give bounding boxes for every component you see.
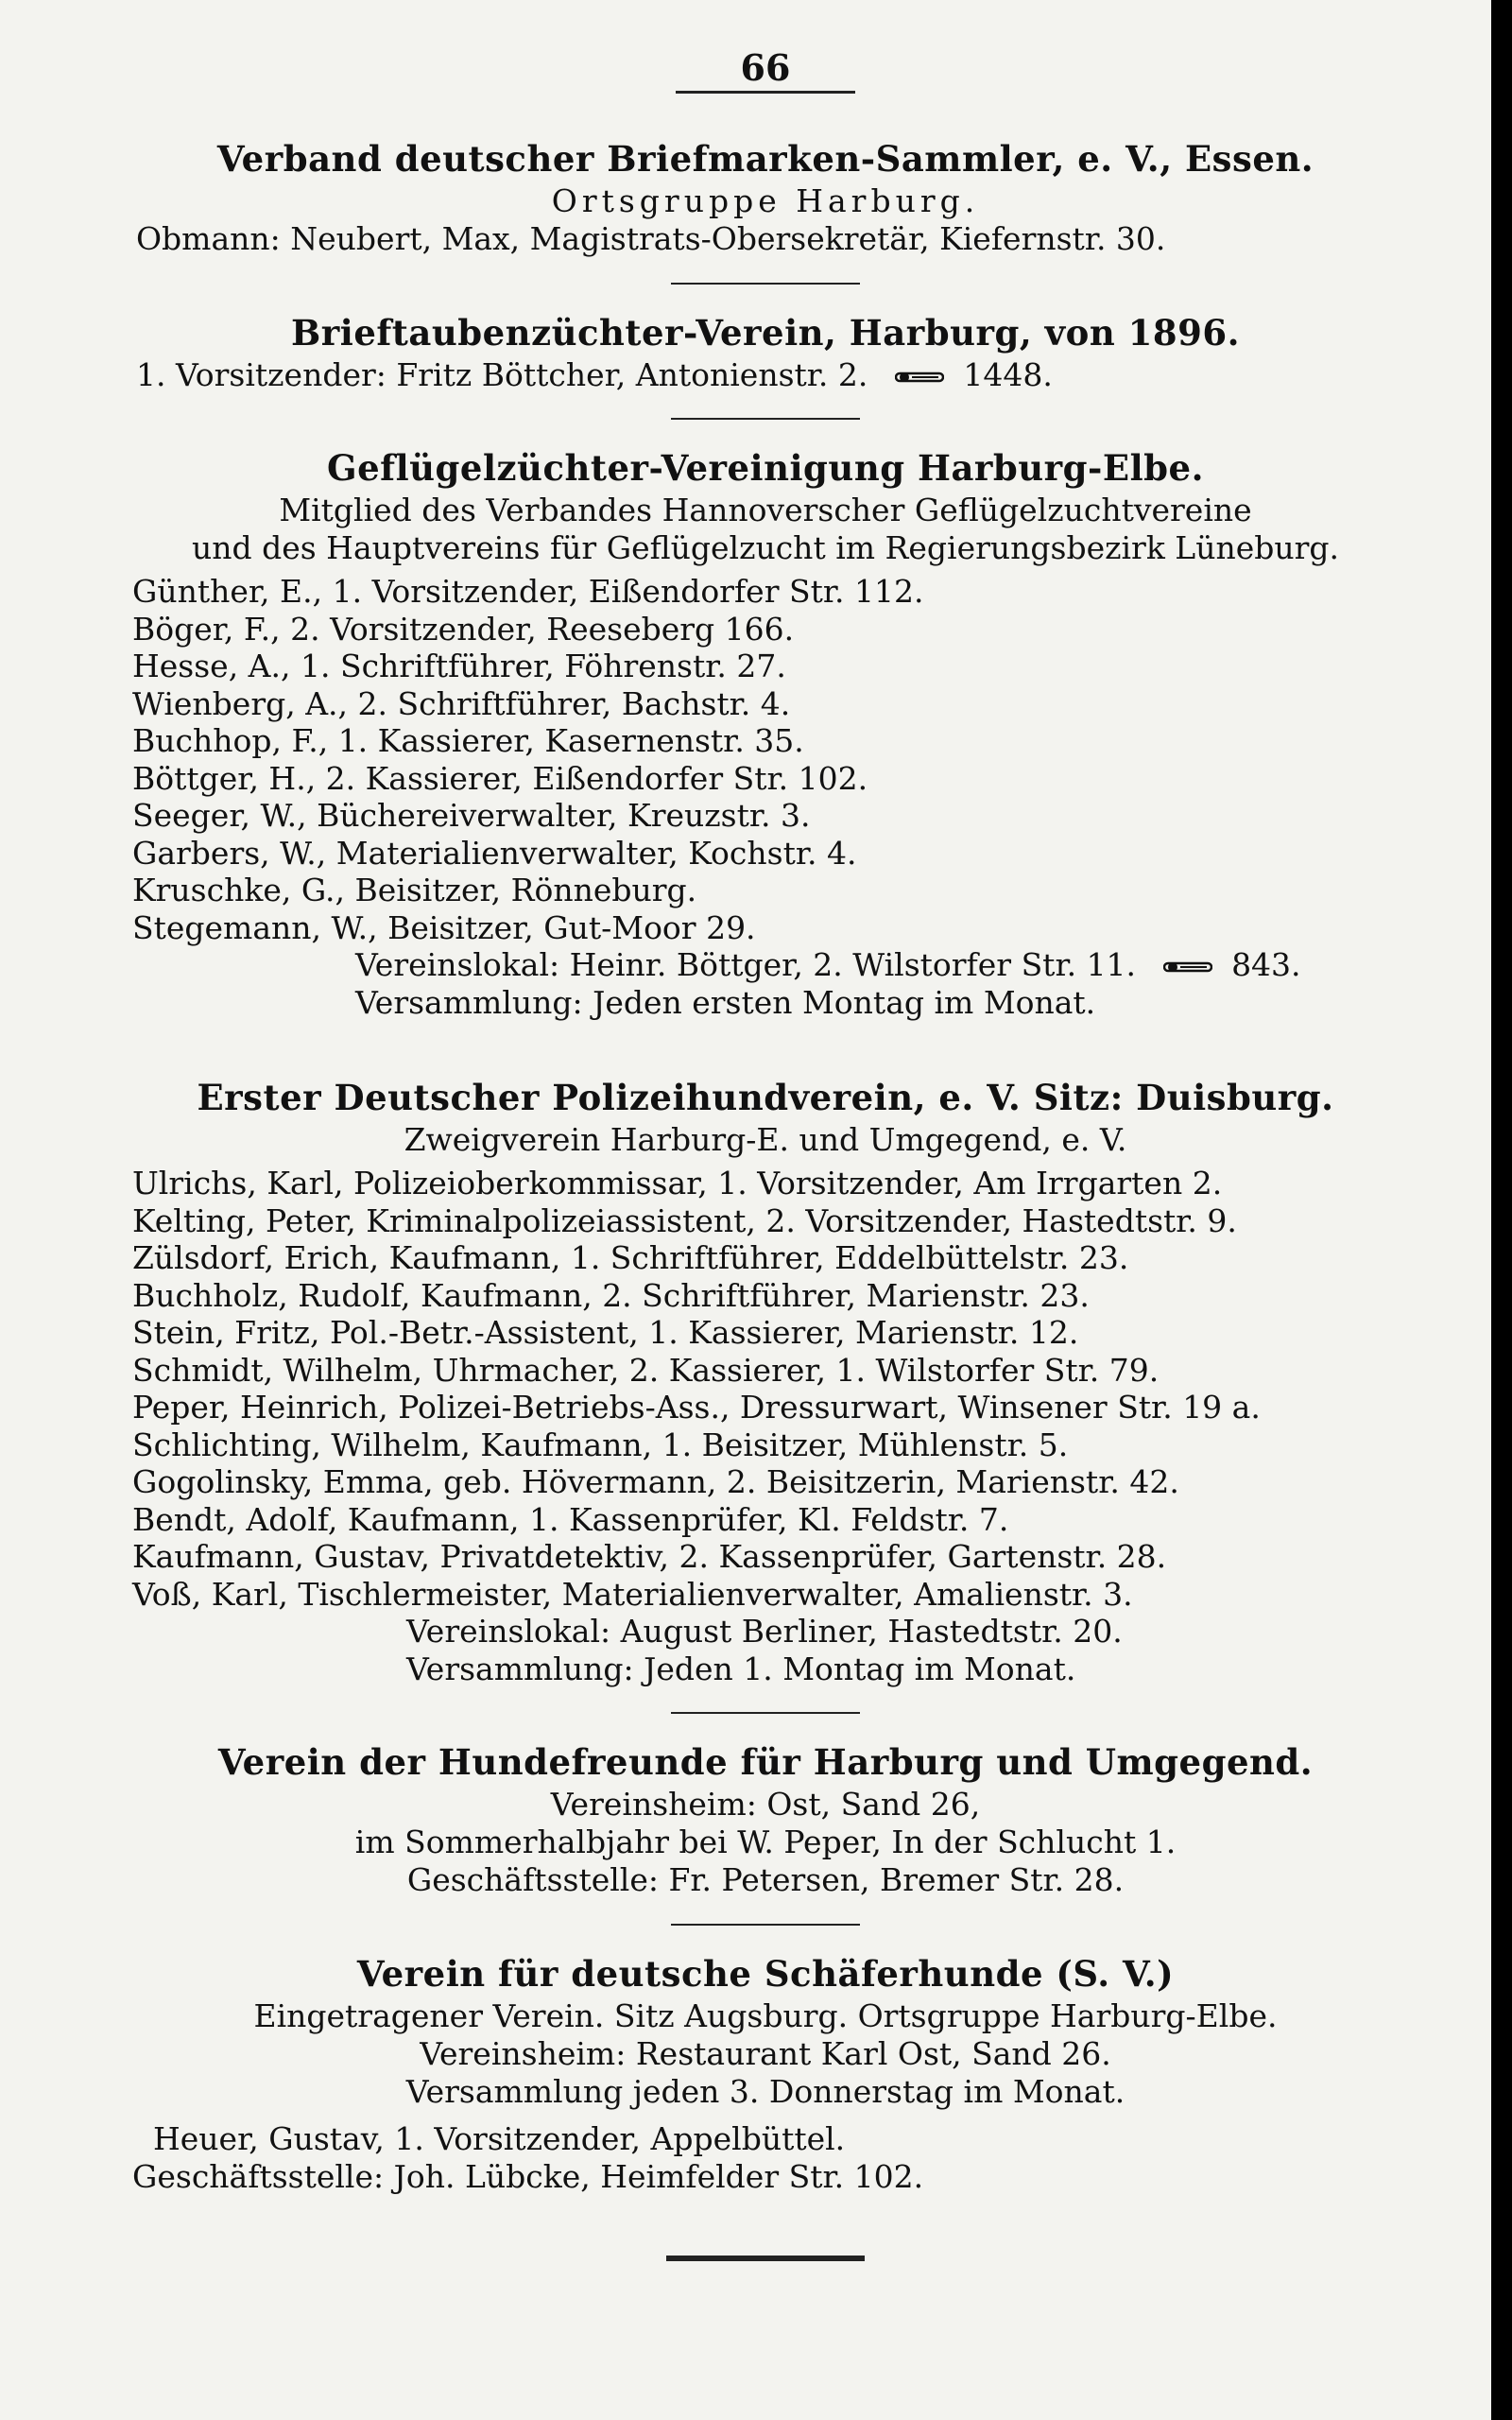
section-title: Verein der Hundefreunde für Harburg und Umgegend.: [217, 1741, 1314, 1783]
telephone-icon: [895, 369, 944, 386]
section-intro-line: Mitglied des Verbandes Hannoverscher Geflügelzuchtvereine: [279, 492, 1252, 528]
section-intro-line: und des Hauptvereins für Geflügelzucht im Regierungsbezirk Lüneburg.: [191, 529, 1340, 566]
chair-text: 1. Vorsitzender: Fritz Böttcher, Antonienstr. 2.: [136, 355, 868, 393]
phone-number: 1448.: [963, 355, 1053, 393]
section-line: Vereinsheim: Ost, Sand 26,: [550, 1786, 981, 1823]
list-item: Günther, E., 1. Vorsitzender, Eißendorfer Str. 112.: [132, 573, 924, 610]
section-line: Eingetragener Verein. Sitz Augsburg. Ortsgruppe Harburg-Elbe.: [253, 1997, 1278, 2034]
list-item: Stein, Fritz, Pol.-Betr.-Assistent, 1. Kassierer, Marienstr. 12.: [132, 1314, 1079, 1351]
section-title: Erster Deutscher Polizeihundverein, e. V. Sitz: Duisburg.: [197, 1077, 1334, 1118]
section-briefmarken: [132, 135, 1399, 258]
list-item: Stegemann, W., Beisitzer, Gut-Moor 29.: [132, 908, 756, 946]
list-item: Zülsdorf, Erich, Kaufmann, 1. Schriftführer, Eddelbüttelstr. 23.: [132, 1239, 1129, 1276]
versammlung-line: Versammlung: Jeden ersten Montag im Monat.: [355, 983, 1096, 1021]
vereinslokal-line: [132, 946, 1399, 984]
list-item: Seeger, W., Büchereiverwalter, Kreuzstr. 3.: [132, 797, 811, 834]
list-item: Buchhop, F., 1. Kassierer, Kasernenstr. 35.: [132, 722, 804, 759]
page-number: 66: [740, 46, 791, 89]
list-item: Kruschke, G., Beisitzer, Rönneburg.: [132, 872, 697, 908]
section-line: Geschäftsstelle: Fr. Petersen, Bremer Str. 28.: [406, 1861, 1125, 1898]
section-brieftauben: [132, 309, 1399, 394]
list-item: Geschäftsstelle: Joh. Lübcke, Heimfelder Str. 102.: [132, 2157, 924, 2195]
list-item: Kaufmann, Gustav, Privatdetektiv, 2. Kassenprüfer, Gartenstr. 28.: [132, 1538, 1167, 1575]
header-rule: [676, 91, 855, 94]
section-divider: [671, 283, 860, 285]
section-title: Verein für deutsche Schäferhunde (S. V.): [356, 1953, 1175, 1995]
section-line: Versammlung jeden 3. Donnerstag im Monat.: [405, 2073, 1125, 2110]
section-hundefreunde: [132, 1738, 1399, 1899]
vereinslokal-text: Vereinslokal: Heinr. Böttger, 2. Wilstorfer Str. 11.: [355, 946, 1137, 983]
list-item: Voß, Karl, Tischlermeister, Materialienverwalter, Amalienstr. 3.: [132, 1575, 1133, 1613]
list-item: Schlichting, Wilhelm, Kaufmann, 1. Beisitzer, Mühlenstr. 5.: [132, 1426, 1069, 1463]
section-line: [132, 356, 1399, 394]
list-item: Böttger, H., 2. Kassierer, Eißendorfer Str. 102.: [132, 759, 868, 797]
section-divider: [671, 1924, 860, 1926]
list-item: Buchholz, Rudolf, Kaufmann, 2. Schriftführer, Marienstr. 23.: [132, 1276, 1090, 1314]
vereinslokal-line: Vereinslokal: August Berliner, Hastedtstr. 20.: [406, 1613, 1123, 1650]
end-rule: [666, 2256, 865, 2261]
section-divider: [671, 1712, 860, 1714]
list-item: Böger, F., 2. Vorsitzender, Reeseberg 166.: [132, 610, 795, 648]
section-schaeferhunde: [132, 1950, 1399, 2195]
member-list: [132, 573, 1399, 946]
list-item: Peper, Heinrich, Polizei-Betriebs-Ass., Dressurwart, Winsener Str. 19 a.: [132, 1389, 1261, 1426]
list-item: Gogolinsky, Emma, geb. Hövermann, 2. Beisitzerin, Marienstr. 42.: [132, 1463, 1179, 1500]
section-line: Vereinsheim: Restaurant Karl Ost, Sand 26.: [420, 2035, 1111, 2072]
list-item: Schmidt, Wilhelm, Uhrmacher, 2. Kassierer, 1. Wilstorfer Str. 79.: [132, 1351, 1160, 1389]
section-subtitle: Ortsgruppe Harburg.: [551, 182, 980, 219]
versammlung-line: Versammlung: Jeden 1. Montag im Monat.: [406, 1650, 1076, 1687]
section-title: Brieftaubenzüchter-Verein, Harburg, von 1896.: [291, 311, 1240, 354]
section-line: Obmann: Neubert, Max, Magistrats-Obersekretär, Kiefernstr. 30.: [136, 220, 1166, 257]
section-title: Geflügelzüchter-Vereinigung Harburg-Elbe.: [327, 447, 1204, 489]
section-subtitle: Zweigverein Harburg-E. und Umgegend, e. V.: [404, 1121, 1127, 1158]
list-item: Wienberg, A., 2. Schriftführer, Bachstr. 4.: [132, 684, 791, 722]
phone-number: 843.: [1231, 946, 1301, 983]
list-item: Kelting, Peter, Kriminalpolizeiassistent, 2. Vorsitzender, Hastedtstr. 9.: [132, 1201, 1237, 1239]
page-content: [132, 28, 1399, 2261]
list-item: Heuer, Gustav, 1. Vorsitzender, Appelbüttel.: [153, 2120, 846, 2157]
list-item: Hesse, A., 1. Schriftführer, Föhrenstr. 27.: [132, 648, 786, 684]
list-item: Garbers, W., Materialienverwalter, Kochstr. 4.: [132, 834, 857, 872]
section-gefluegel: [132, 444, 1399, 1021]
section-divider: [671, 418, 860, 420]
member-list: [132, 2120, 1399, 2195]
telephone-icon: [1163, 959, 1212, 976]
section-polizeihund: [132, 1074, 1399, 1687]
section-line: im Sommerhalbjahr bei W. Peper, In der Schlucht 1.: [354, 1824, 1177, 1860]
list-item: Bendt, Adolf, Kaufmann, 1. Kassenprüfer, Kl. Feldstr. 7.: [132, 1500, 1009, 1538]
section-title: Verband deutscher Briefmarken-Sammler, e. V., Essen.: [216, 138, 1314, 180]
list-item: Ulrichs, Karl, Polizeioberkommissar, 1. Vorsitzender, Am Irrgarten 2.: [132, 1165, 1223, 1201]
member-list: [132, 1165, 1399, 1613]
